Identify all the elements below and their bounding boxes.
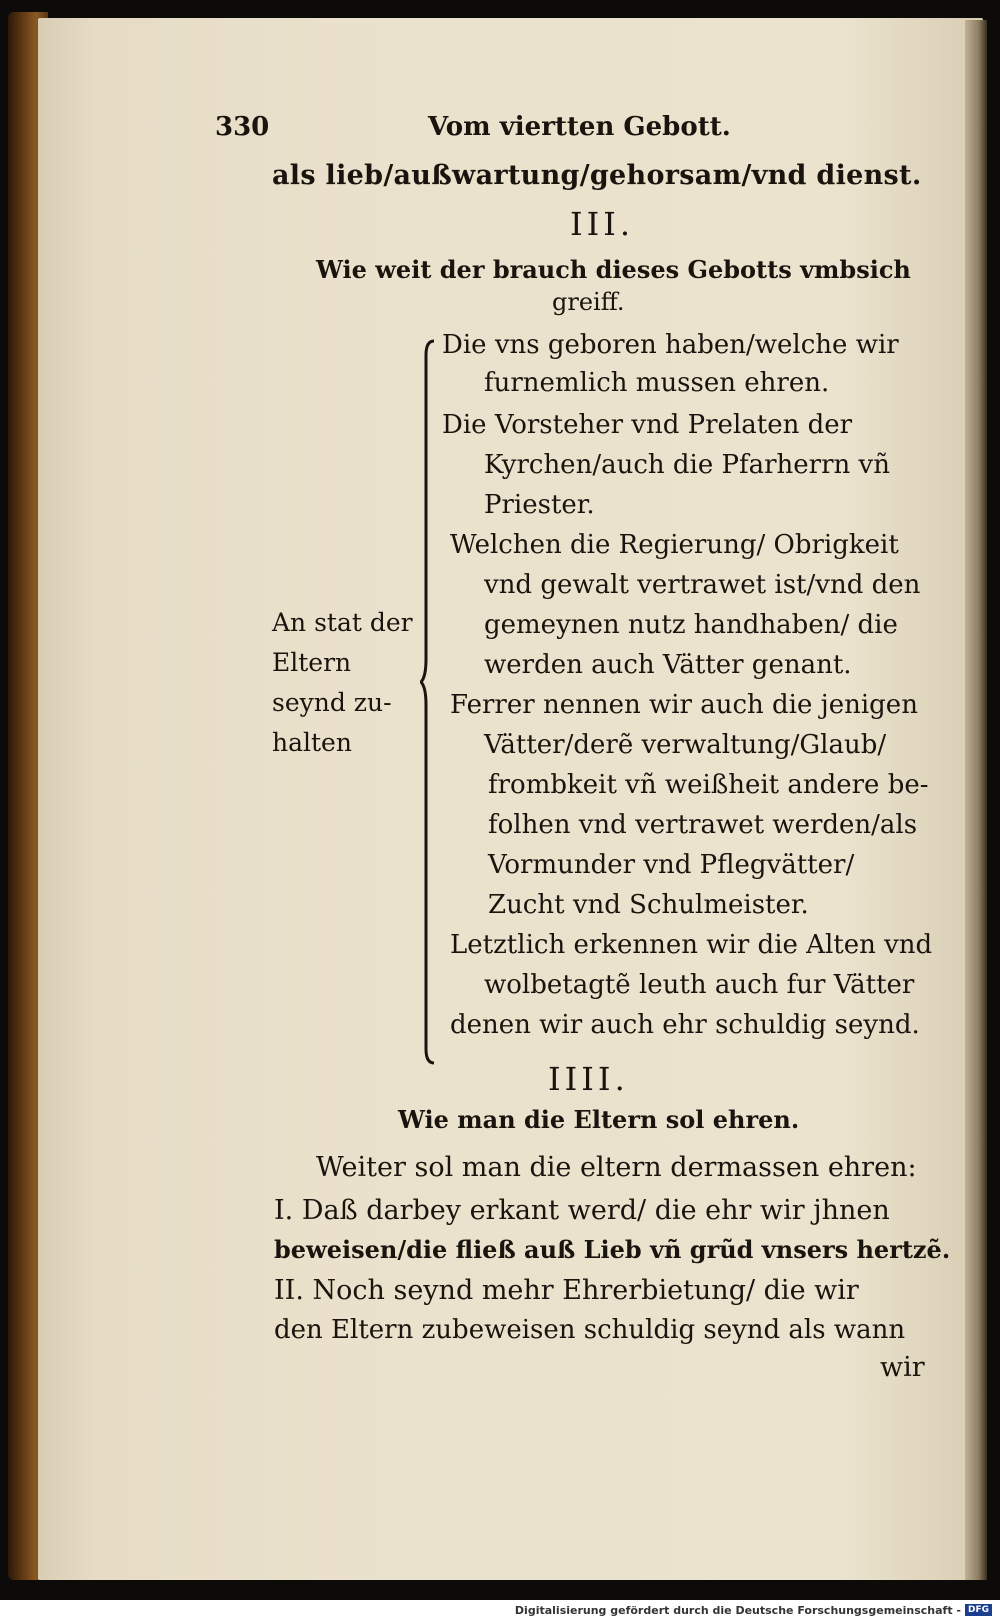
section-3-heading-cont: greiff. xyxy=(552,288,625,316)
section-3-heading: Wie weit der brauch dieses Gebotts vmbsich xyxy=(316,255,911,284)
body-line: II. Noch seynd mehr Ehrerbietung/ die wir xyxy=(274,1275,859,1306)
list-line: Ferrer nennen wir auch die jenigen xyxy=(450,690,918,720)
margin-note-line: halten xyxy=(272,728,352,757)
list-line: Welchen die Regierung/ Obrigkeit xyxy=(450,530,899,560)
list-line: wolbetagtẽ leuth auch fur Vätter xyxy=(484,970,915,1000)
list-line: Vätter/derẽ verwaltung/Glaub/ xyxy=(484,730,887,760)
list-line: frombkeit vñ weißheit andere be- xyxy=(488,770,929,800)
list-line: Zucht vnd Schulmeister. xyxy=(488,890,809,920)
list-line: Die vns geboren haben/welche wir xyxy=(442,330,899,360)
body-line: beweisen/die fließ auß Lieb vñ grũd vnsers hertzẽ. xyxy=(274,1235,951,1264)
margin-note-line: An stat der xyxy=(272,608,413,637)
page-number: 330 xyxy=(215,112,270,142)
section-4-heading: Wie man die Eltern sol ehren. xyxy=(398,1105,800,1134)
margin-note-line: seynd zu- xyxy=(272,688,392,717)
section-4-numeral: IIII. xyxy=(548,1060,629,1098)
list-line: denen wir auch ehr schuldig seynd. xyxy=(450,1010,920,1040)
list-line: werden auch Vätter genant. xyxy=(484,650,852,680)
body-line: den Eltern zubeweisen schuldig seynd als wann xyxy=(274,1315,906,1345)
curly-brace xyxy=(420,337,436,1067)
section-3-numeral: III. xyxy=(570,205,635,243)
body-line: I. Daß darbey erkant werd/ die ehr wir jhnen xyxy=(274,1195,890,1226)
digitization-credit xyxy=(515,1602,992,1618)
catchword: wir xyxy=(880,1352,925,1383)
list-line: Letztlich erkennen wir die Alten vnd xyxy=(450,930,933,960)
running-title: Vom viertten Gebott. xyxy=(428,112,731,142)
list-line: gemeynen nutz handhaben/ die xyxy=(484,610,898,640)
list-line: furnemlich mussen ehren. xyxy=(484,368,830,398)
list-line: folhen vnd vertrawet werden/als xyxy=(488,810,918,840)
body-line: Weiter sol man die eltern dermassen ehren: xyxy=(316,1152,917,1183)
page-fore-edge xyxy=(965,20,987,1580)
dfg-logo: DFG xyxy=(965,1604,992,1616)
list-line: Kyrchen/auch die Pfarherrn vñ xyxy=(484,450,890,480)
list-line: vnd gewalt vertrawet ist/vnd den xyxy=(484,570,921,600)
list-line: Priester. xyxy=(484,490,595,520)
list-line: Vormunder vnd Pflegvätter/ xyxy=(488,850,855,880)
credit-text: Digitalisierung gefördert durch die Deutsche Forschungsgemeinschaft - xyxy=(514,1603,961,1617)
intro-line: als lieb/außwartung/gehorsam/vnd dienst. xyxy=(272,160,922,191)
list-line: Die Vorsteher vnd Prelaten der xyxy=(442,410,853,440)
margin-note-line: Eltern xyxy=(272,648,352,677)
